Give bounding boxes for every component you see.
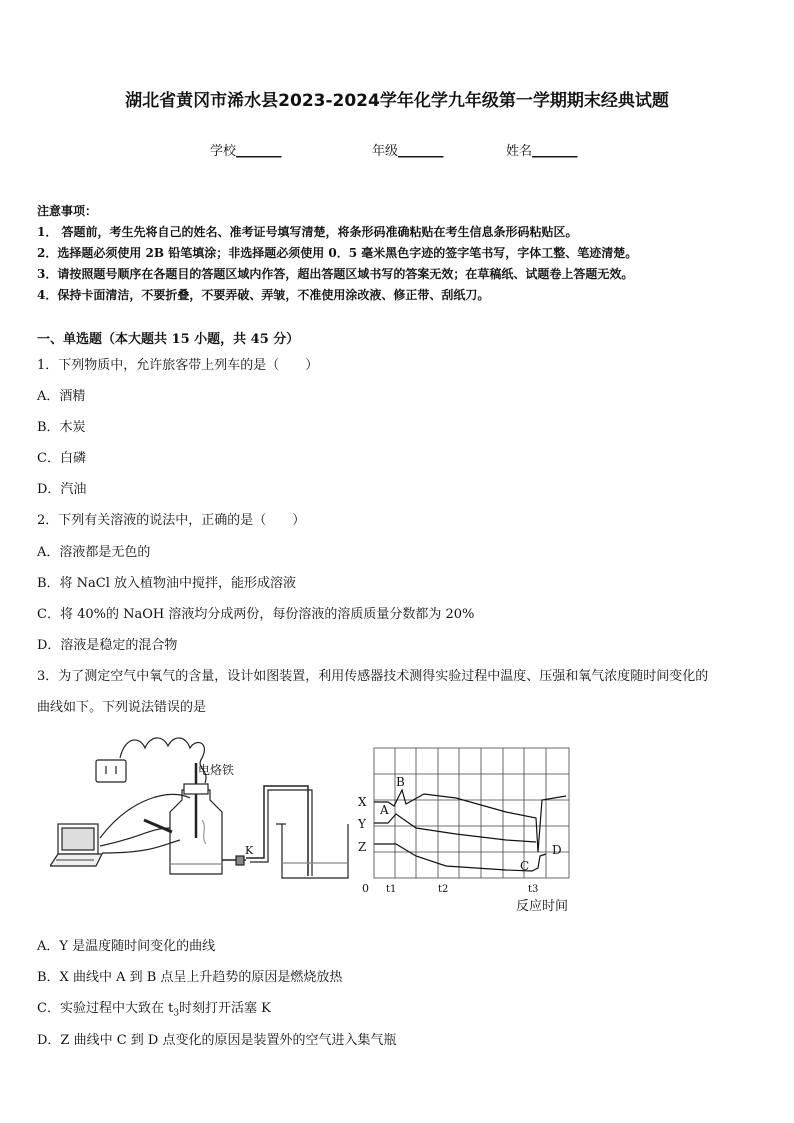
note-item: 2．选择题必须使用 2B 铅笔填涂；非选择题必须使用 0．5 毫米黑色字迹的签字笔书写，字体工整、笔迹清楚。 <box>37 246 638 260</box>
q1-option-d: D．汽油 <box>37 482 87 497</box>
apparatus-figure <box>50 728 360 888</box>
tick-label-t3: t3 <box>528 884 539 895</box>
point-label-c: C <box>520 859 530 873</box>
tick-label-t1: t1 <box>386 884 397 895</box>
section-heading: 一、单选题（本大题共 15 小题，共 45 分） <box>37 332 300 347</box>
q3-stem-line2: 曲线如下。下列说法错误的是 <box>37 700 207 715</box>
grade-label: 年级 <box>372 144 399 159</box>
q3-stem-line1: 3．为了测定空气中氧气的含量，设计如图装置，利用传感器技术测得实验过程中温度、压强和氧气浓度随时间变化的 <box>37 669 709 684</box>
school-field <box>210 140 282 159</box>
point-label-d: D <box>552 843 562 857</box>
q1-option-a: A．酒精 <box>37 389 86 404</box>
q3-option-c <box>37 997 271 1019</box>
note-item: 1． 答题前，考生先将自己的姓名、准考证号填写清楚，将条形码准确粘贴在考生信息条形码粘贴区。 <box>37 225 578 239</box>
note-item: 3．请按照题号顺序在各题目的答题区域内作答，超出答题区域书写的答案无效；在草稿纸、试题卷上答题无效。 <box>37 267 634 281</box>
valve-label: K <box>245 844 254 857</box>
curve-y <box>374 814 536 842</box>
tick-label-t2: t2 <box>438 884 449 895</box>
water-beaker <box>282 824 348 878</box>
sensor-cable <box>102 840 180 853</box>
q3-option-c-post: 时刻打开活塞 K <box>179 1001 271 1016</box>
soldering-iron-label: 电烙铁 <box>198 763 235 777</box>
grade-field <box>372 140 444 159</box>
curve-label-x: X <box>358 795 367 809</box>
q1-stem: 1．下列物质中，允许旅客带上列车的是（ ） <box>37 358 319 373</box>
q1-option-b: B．木炭 <box>37 420 86 435</box>
curve-label-z: Z <box>358 840 367 854</box>
school-blank: _______ <box>236 144 282 159</box>
sensor-cable <box>100 828 170 846</box>
q1-option-c: C．白磷 <box>37 451 86 466</box>
grade-blank: _______ <box>398 144 444 159</box>
sensor-graph <box>356 744 582 914</box>
q2-option-b: B．将 NaCl 放入植物油中搅拌，能形成溶液 <box>37 576 297 591</box>
name-label: 姓名 <box>506 144 533 159</box>
page-title: 湖北省黄冈市浠水县2023-2024学年化学九年级第一学期期末经典试题 <box>125 91 669 111</box>
point-label-a: A <box>380 803 389 817</box>
valve-k <box>236 856 244 865</box>
note-item: 4．保持卡面清洁，不要折叠，不要弄破、弄皱，不准使用涂改液、修正带、刮纸刀。 <box>37 288 490 302</box>
q2-stem: 2．下列有关溶液的说法中，正确的是（ ） <box>37 513 306 528</box>
sensor-cable <box>100 794 190 838</box>
q3-option-c-sub: 3 <box>173 1008 180 1019</box>
point-label-b: B <box>396 775 405 789</box>
x-axis-label: 反应时间 <box>516 899 569 914</box>
q3-option-a: A．Y 是温度随时间变化的曲线 <box>37 939 216 954</box>
coiled-wire <box>120 738 206 783</box>
notes-heading: 注意事项： <box>37 204 98 218</box>
curve-x <box>374 790 566 852</box>
q2-option-c: C．将 40%的 NaOH 溶液均分成两份，每份溶液的溶质质量分数都为 20% <box>37 607 475 622</box>
q3-option-d: D．Z 曲线中 C 到 D 点变化的原因是装置外的空气进入集气瓶 <box>37 1033 397 1048</box>
school-label: 学校 <box>210 144 237 159</box>
q3-option-c-pre: C．实验过程中大致在 t <box>37 1001 174 1016</box>
curve-label-y: Y <box>358 817 366 831</box>
name-field <box>506 140 578 159</box>
name-blank: _______ <box>532 144 578 159</box>
power-socket-icon <box>96 760 126 782</box>
q2-option-a: A．溶液都是无色的 <box>37 545 151 560</box>
q3-option-b: B．X 曲线中 A 到 B 点呈上升趋势的原因是燃烧放热 <box>37 970 343 985</box>
origin-label: 0 <box>362 882 369 895</box>
q2-option-d: D．溶液是稳定的混合物 <box>37 638 178 653</box>
